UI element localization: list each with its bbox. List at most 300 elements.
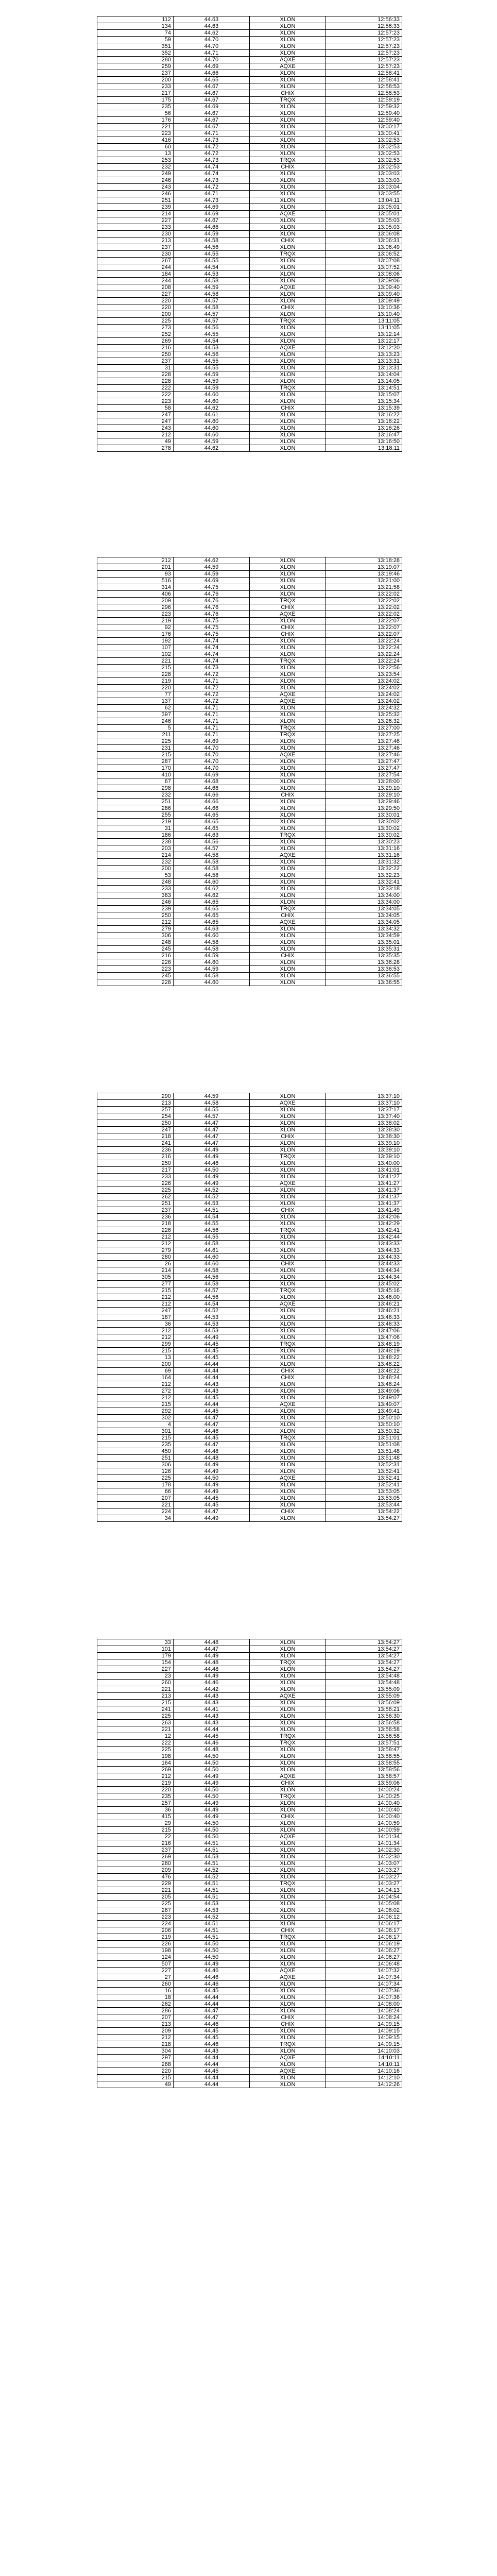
table-row [97,1194,402,1200]
volume-cell: 219 [97,1934,174,1941]
venue-cell: XLON [250,425,326,432]
price-cell: 44.60 [174,392,250,398]
price-cell: 44.55 [174,331,250,338]
volume-cell: 232 [97,792,174,799]
table-row [97,1395,402,1401]
volume-cell: 215 [97,1435,174,1442]
volume-cell: 112 [97,16,174,23]
venue-cell: TRQX [250,732,326,738]
price-cell: 44.51 [174,1921,250,1927]
table-row [97,1860,402,1867]
venue-cell: CHIX [250,953,326,959]
venue-cell: TRQX [250,1154,326,1160]
volume-cell: 49 [97,2081,174,2088]
venue-cell: XLON [250,1502,326,1509]
venue-cell: XLON [250,1720,326,1726]
price-cell: 44.58 [174,852,250,859]
time-cell: 13:44:34 [326,1274,402,1281]
venue-cell: XLON [250,845,326,852]
price-cell: 44.44 [174,1361,250,1368]
price-cell: 44.48 [174,1666,250,1673]
time-cell: 13:02:53 [326,137,402,144]
price-cell: 44.56 [174,1274,250,1281]
venue-cell: XLON [250,1120,326,1127]
volume-cell: 212 [97,1301,174,1308]
price-cell: 44.74 [174,171,250,177]
time-cell: 13:03:03 [326,171,402,177]
venue-cell: XLON [250,973,326,979]
price-cell: 44.45 [174,1408,250,1415]
price-cell: 44.76 [174,591,250,598]
venue-cell: TRQX [250,1934,326,1941]
table-row [97,631,402,638]
volume-cell: 247 [97,412,174,418]
volume-cell: 305 [97,1274,174,1281]
volume-cell: 215 [97,1348,174,1354]
table-row [97,1814,402,1820]
price-cell: 44.65 [174,812,250,819]
venue-cell: CHIX [250,1261,326,1267]
time-cell: 13:42:29 [326,1221,402,1227]
table-row [97,1167,402,1174]
venue-cell: AQXE [250,611,326,618]
venue-cell: XLON [250,1241,326,1247]
venue-cell: XLON [250,1415,326,1421]
price-cell: 44.50 [174,1753,250,1760]
venue-cell: XLON [250,899,326,906]
price-cell: 44.53 [174,1901,250,1907]
time-cell: 13:27:54 [326,772,402,778]
table-row [97,1947,402,1954]
price-cell: 44.74 [174,658,250,665]
table-row [97,378,402,385]
price-cell: 44.71 [174,50,250,57]
table-row [97,1847,402,1854]
time-cell: 13:54:48 [326,1673,402,1680]
volume-cell: 226 [97,1227,174,1234]
price-cell: 44.73 [174,177,250,184]
time-cell: 14:10:11 [326,2055,402,2061]
time-cell: 14:08:24 [326,2008,402,2014]
price-cell: 44.43 [174,2048,250,2055]
volume-cell: 223 [97,966,174,973]
time-cell: 13:09:40 [326,284,402,291]
price-cell: 44.53 [174,1854,250,1860]
table-row [97,1753,402,1760]
price-cell: 44.51 [174,1860,250,1867]
price-cell: 44.65 [174,77,250,83]
venue-cell: CHIX [250,2021,326,2028]
table-row [97,43,402,50]
price-cell: 44.49 [174,1653,250,1659]
volume-cell: 263 [97,1720,174,1726]
price-cell: 44.45 [174,1495,250,1502]
volume-cell: 221 [97,124,174,130]
venue-cell: XLON [250,886,326,892]
venue-cell: XLON [250,43,326,50]
table-row [97,70,402,77]
table-row [97,919,402,926]
venue-cell: XLON [250,1194,326,1200]
venue-cell: TRQX [250,1793,326,1800]
price-cell: 44.45 [174,1988,250,1994]
price-cell: 44.45 [174,2035,250,2041]
time-cell: 13:38:02 [326,1120,402,1127]
volume-cell: 225 [97,1187,174,1194]
volume-cell: 223 [97,1914,174,1921]
table-row [97,1874,402,1880]
table-row [97,651,402,658]
venue-cell: TRQX [250,1880,326,1887]
price-cell: 44.49 [174,1961,250,1968]
time-cell: 13:46:33 [326,1321,402,1328]
table-row [97,1773,402,1780]
time-cell: 13:21:00 [326,578,402,584]
time-cell: 13:56:58 [326,1726,402,1733]
time-cell: 13:58:57 [326,1773,402,1780]
time-cell: 13:48:24 [326,1375,402,1381]
table-row [97,1435,402,1442]
volume-cell: 227 [97,217,174,224]
volume-cell: 212 [97,1773,174,1780]
venue-cell: TRQX [250,1733,326,1740]
time-cell: 13:16:47 [326,432,402,438]
table-row [97,264,402,271]
time-cell: 13:35:31 [326,946,402,953]
volume-cell: 200 [97,1361,174,1368]
table-row [97,1820,402,1827]
time-cell: 13:09:06 [326,278,402,284]
table-row [97,432,402,438]
time-cell: 13:58:55 [326,1760,402,1767]
time-cell: 13:32:22 [326,866,402,872]
venue-cell: XLON [250,104,326,110]
price-cell: 44.45 [174,1354,250,1361]
table-row [97,1468,402,1475]
time-cell: 13:08:06 [326,271,402,278]
time-cell: 13:07:52 [326,264,402,271]
time-cell: 13:28:00 [326,778,402,785]
volume-cell: 230 [97,231,174,238]
price-cell: 44.56 [174,351,250,358]
time-cell: 13:38:30 [326,1127,402,1133]
table-row [97,1700,402,1706]
venue-cell: XLON [250,110,326,117]
venue-cell: XLON [250,298,326,304]
volume-cell: 259 [97,63,174,70]
venue-cell: XLON [250,1726,326,1733]
volume-cell: 406 [97,591,174,598]
venue-cell: XLON [250,778,326,785]
table-row [97,933,402,939]
venue-cell: XLON [250,184,326,191]
time-cell: 13:33:18 [326,886,402,892]
time-cell: 12:57:23 [326,30,402,37]
price-cell: 44.71 [174,718,250,725]
price-cell: 44.60 [174,425,250,432]
venue-cell: AQXE [250,1834,326,1840]
volume-cell: 516 [97,578,174,584]
volume-cell: 229 [97,1880,174,1887]
volume-cell: 225 [97,1475,174,1482]
venue-cell: XLON [250,933,326,939]
time-cell: 12:56:33 [326,23,402,30]
time-cell: 13:24:02 [326,678,402,685]
venue-cell: XLON [250,1140,326,1147]
table-row [97,438,402,445]
volume-cell: 212 [97,1328,174,1334]
venue-cell: XLON [250,758,326,765]
table-row [97,1787,402,1793]
volume-cell: 246 [97,899,174,906]
venue-cell: AQXE [250,1301,326,1308]
time-cell: 13:47:06 [326,1328,402,1334]
price-cell: 44.50 [174,1760,250,1767]
volume-cell: 246 [97,191,174,197]
time-cell: 13:05:01 [326,204,402,211]
venue-cell: XLON [250,1107,326,1113]
volume-cell: 154 [97,1659,174,1666]
time-cell: 13:51:01 [326,1435,402,1442]
price-cell: 44.58 [174,973,250,979]
venue-cell: XLON [250,1706,326,1713]
venue-cell: XLON [250,1653,326,1659]
volume-cell: 213 [97,1693,174,1700]
volume-cell: 212 [97,557,174,564]
table-row [97,1854,402,1860]
time-cell: 14:00:40 [326,1814,402,1820]
price-cell: 44.49 [174,1462,250,1468]
time-cell: 13:27:46 [326,745,402,752]
venue-cell: XLON [250,1947,326,1954]
volume-cell: 410 [97,772,174,778]
table-row [97,318,402,325]
price-cell: 44.59 [174,385,250,392]
time-cell: 13:27:47 [326,765,402,772]
volume-cell: 215 [97,1287,174,1294]
table-row [97,1747,402,1753]
price-cell: 44.52 [174,1874,250,1880]
table-row [97,338,402,345]
time-cell: 13:04:11 [326,197,402,204]
venue-cell: XLON [250,2081,326,2088]
volume-cell: 241 [97,1140,174,1147]
table-row [97,358,402,365]
venue-cell: XLON [250,130,326,137]
volume-cell: 66 [97,1488,174,1495]
venue-cell: XLON [250,819,326,825]
price-cell: 44.46 [174,1968,250,1974]
volume-cell: 5 [97,725,174,732]
volume-cell: 233 [97,83,174,90]
time-cell: 13:24:02 [326,685,402,691]
table-row [97,564,402,571]
time-cell: 13:50:32 [326,1428,402,1435]
price-cell: 44.60 [174,959,250,966]
time-cell: 13:06:52 [326,251,402,258]
table-row [97,1509,402,1515]
volume-cell: 286 [97,2008,174,2014]
venue-cell: XLON [250,1767,326,1773]
venue-cell: AQXE [250,1475,326,1482]
time-cell: 14:04:13 [326,1887,402,1894]
table-row [97,1720,402,1726]
venue-cell: XLON [250,926,326,933]
table-row [97,331,402,338]
table-row [97,1693,402,1700]
price-cell: 44.59 [174,284,250,291]
table-row [97,392,402,398]
venue-cell: XLON [250,244,326,251]
price-cell: 44.70 [174,758,250,765]
price-cell: 44.44 [174,1368,250,1375]
time-cell: 13:54:27 [326,1515,402,1522]
time-cell: 13:48:22 [326,1354,402,1361]
time-cell: 13:53:05 [326,1495,402,1502]
price-cell: 44.70 [174,745,250,752]
venue-cell: XLON [250,1800,326,1807]
table-row [97,578,402,584]
time-cell: 13:27:25 [326,732,402,738]
table-row [97,1488,402,1495]
volume-cell: 228 [97,671,174,678]
volume-cell: 237 [97,244,174,251]
table-row [97,2061,402,2068]
volume-cell: 13 [97,150,174,157]
table-row [97,966,402,973]
price-cell: 44.49 [174,1154,250,1160]
time-cell: 14:06:27 [326,1954,402,1961]
price-cell: 44.63 [174,832,250,839]
venue-cell: XLON [250,412,326,418]
price-cell: 44.49 [174,1515,250,1522]
time-cell: 13:00:41 [326,130,402,137]
table-row [97,1934,402,1941]
time-cell: 14:08:24 [326,2014,402,2021]
time-cell: 13:24:02 [326,691,402,698]
price-cell: 44.73 [174,157,250,164]
volume-cell: 213 [97,238,174,244]
table-row [97,778,402,785]
table-row [97,150,402,157]
time-cell: 13:19:46 [326,571,402,578]
table-row [97,37,402,43]
time-cell: 13:36:55 [326,979,402,986]
time-cell: 13:59:06 [326,1780,402,1787]
volume-cell: 227 [97,1968,174,1974]
table-row [97,1726,402,1733]
time-cell: 13:37:40 [326,1113,402,1120]
price-cell: 44.58 [174,939,250,946]
volume-cell: 243 [97,184,174,191]
venue-cell: XLON [250,1408,326,1415]
time-cell: 12:57:23 [326,63,402,70]
venue-cell: XLON [250,1468,326,1475]
time-cell: 14:03:27 [326,1867,402,1874]
price-cell: 44.45 [174,1435,250,1442]
price-cell: 44.63 [174,23,250,30]
venue-cell: CHIX [250,238,326,244]
table-row [97,2008,402,2014]
time-cell: 13:42:06 [326,1214,402,1221]
venue-cell: XLON [250,418,326,425]
time-cell: 13:13:23 [326,351,402,358]
price-cell: 44.58 [174,859,250,866]
time-cell: 14:10:16 [326,2068,402,2075]
volume-cell: 225 [97,1713,174,1720]
price-cell: 44.58 [174,1267,250,1274]
volume-cell: 352 [97,50,174,57]
table-row [97,104,402,110]
table-row [97,2075,402,2081]
table-row [97,1673,402,1680]
venue-cell: XLON [250,1988,326,1994]
volume-cell: 251 [97,1455,174,1462]
table-row [97,1200,402,1207]
venue-cell: XLON [250,445,326,452]
time-cell: 13:22:02 [326,598,402,604]
table-row [97,638,402,645]
time-cell: 13:39:10 [326,1154,402,1160]
volume-cell: 31 [97,825,174,832]
time-cell: 13:46:33 [326,1314,402,1321]
table-row [97,1120,402,1127]
volume-cell: 290 [97,1093,174,1100]
price-cell: 44.49 [174,1773,250,1780]
table-row [97,839,402,845]
time-cell: 13:15:34 [326,398,402,405]
price-cell: 44.60 [174,398,250,405]
volume-cell: 200 [97,866,174,872]
venue-cell: XLON [250,1760,326,1767]
price-cell: 44.51 [174,1207,250,1214]
time-cell: 13:52:41 [326,1482,402,1488]
time-cell: 13:41:27 [326,1174,402,1180]
time-cell: 13:41:49 [326,1207,402,1214]
price-cell: 44.69 [174,578,250,584]
volume-cell: 250 [97,1160,174,1167]
venue-cell: XLON [250,23,326,30]
volume-cell: 237 [97,70,174,77]
venue-cell: XLON [250,1700,326,1706]
venue-cell: XLON [250,665,326,671]
volume-cell: 92 [97,624,174,631]
venue-cell: XLON [250,2001,326,2008]
volume-cell: 239 [97,204,174,211]
volume-cell: 228 [97,378,174,385]
volume-cell: 251 [97,799,174,805]
volume-cell: 59 [97,37,174,43]
venue-cell: XLON [250,1214,326,1221]
time-cell: 13:14:51 [326,385,402,392]
venue-cell: XLON [250,278,326,284]
time-cell: 14:09:15 [326,2028,402,2035]
price-cell: 44.55 [174,1234,250,1241]
volume-cell: 269 [97,1767,174,1773]
price-cell: 44.66 [174,805,250,812]
time-cell: 14:08:00 [326,2001,402,2008]
venue-cell: XLON [250,1713,326,1720]
venue-cell: XLON [250,939,326,946]
volume-cell: 280 [97,57,174,63]
table-row [97,718,402,725]
volume-cell: 246 [97,718,174,725]
venue-cell: XLON [250,1160,326,1167]
time-cell: 14:01:34 [326,1840,402,1847]
table-row [97,1706,402,1713]
venue-cell: XLON [250,1840,326,1847]
table-row [97,1941,402,1947]
